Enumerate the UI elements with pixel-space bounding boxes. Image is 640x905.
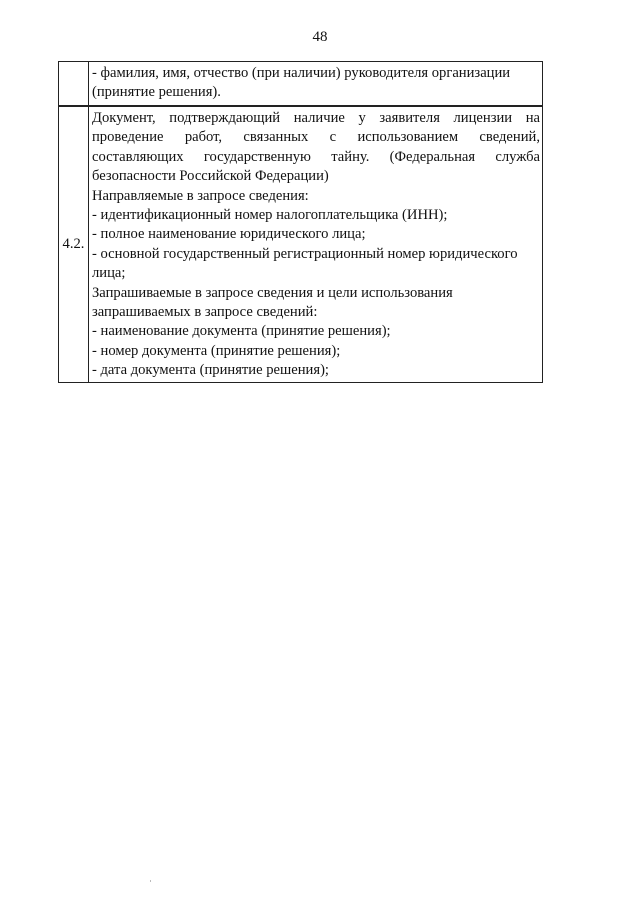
page-number: 48 bbox=[312, 29, 328, 45]
text-line: - идентификационный номер налогоплательщика (ИНН); bbox=[92, 207, 448, 224]
text-line: - полное наименование юридического лица; bbox=[92, 226, 366, 243]
text-line: лица; bbox=[92, 265, 126, 282]
text-line: - наименование документа (принятие решения); bbox=[92, 323, 391, 340]
row-number-cell bbox=[59, 62, 89, 106]
text-line: - фамилия, имя, отчество (при наличии) руководителя организации bbox=[92, 65, 511, 81]
text-line: Запрашиваемые в запросе сведения и цели использования bbox=[92, 284, 453, 301]
table-row bbox=[59, 107, 543, 383]
text-line-justified: Документ, подтверждающий наличие у заявителя лицензии на bbox=[92, 110, 540, 126]
scan-speck bbox=[150, 880, 151, 882]
row-text-cell bbox=[89, 107, 543, 383]
text-line: (принятие решения). bbox=[92, 84, 221, 101]
requirements-table bbox=[58, 61, 543, 383]
text-line: - основной государственный регистрационный номер юридического bbox=[92, 245, 518, 262]
text-line: - номер документа (принятие решения); bbox=[92, 342, 341, 359]
text-line-justified: проведение работ, связанных с использованием сведений, bbox=[92, 129, 540, 146]
text-line: безопасности Российской Федерации) bbox=[92, 168, 329, 185]
table-row bbox=[59, 62, 543, 106]
text-line-justified: составляющих государственную тайну. (Федеральная служба bbox=[92, 148, 540, 165]
row-text-cell bbox=[89, 62, 543, 106]
text-line: Направляемые в запросе сведения: bbox=[92, 187, 309, 204]
text-line: запрашиваемых в запросе сведений: bbox=[92, 304, 318, 321]
text-line: - дата документа (принятие решения); bbox=[92, 362, 329, 379]
row-number-cell: 4.2. bbox=[59, 107, 89, 383]
